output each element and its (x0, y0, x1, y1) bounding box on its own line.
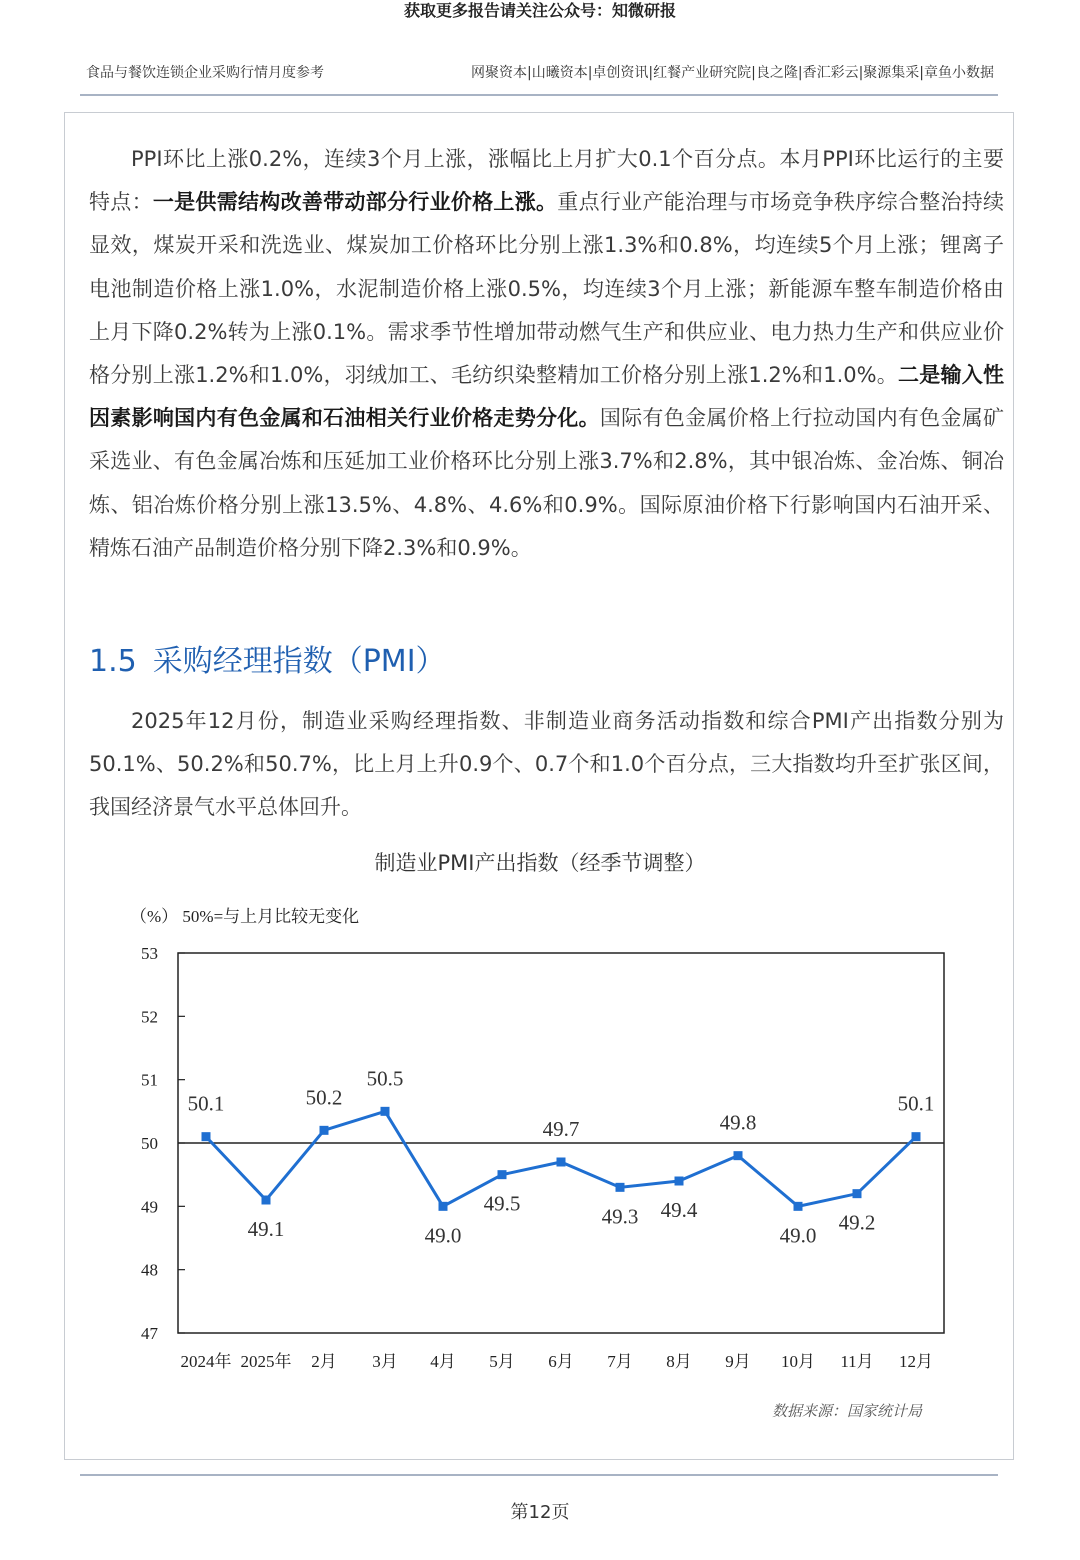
data-labels (188, 1066, 935, 1247)
ppi-intro: PPI环比上涨0.2%，连续3个月上涨，涨幅比上月扩大0.1个百分点。本月PPI环比运行的主要特点： (89, 147, 1004, 215)
y-tick-label: 47 (141, 1324, 158, 1343)
y-tick-label: 50 (141, 1134, 158, 1153)
x-tick-label: 2024年 (180, 1352, 232, 1371)
data-point (794, 1202, 803, 1211)
x-tick-label: 8月 (666, 1352, 692, 1371)
ppi-point2-heading: 二是输入性因素影响国内有色金属和石油相关行业价格走势分化。 (89, 363, 1005, 431)
ppi-point2-text: 国际有色金属价格上行拉动国内有色金属矿采选业、有色金属冶炼和压延加工业价格环比分别上涨3.7%和2.8%，其中银冶炼、金冶炼、铜冶炼、铝冶炼价格分别上涨13.5%、4.8%、4.6%和0.9%。国际原油价格下行影响国内石油开采、精炼石油产品制造价格分别下降2.3%和0.9%。 (89, 406, 1005, 560)
x-tick-label: 12月 (899, 1352, 933, 1371)
data-source: 数据来源：国家统计局 (772, 1402, 923, 1420)
data-label: 50.1 (897, 1091, 935, 1116)
data-point (202, 1132, 211, 1141)
x-tick-label: 9月 (725, 1352, 751, 1371)
data-point (912, 1132, 921, 1141)
x-tick-label: 10月 (781, 1352, 815, 1371)
data-label: 49.7 (542, 1117, 580, 1141)
data-point (675, 1177, 684, 1186)
x-tick-label: 11月 (840, 1352, 874, 1371)
data-label: 49.0 (424, 1223, 462, 1248)
data-point (616, 1183, 625, 1192)
x-axis (181, 1351, 934, 1371)
data-point (498, 1170, 507, 1179)
data-point (381, 1107, 390, 1116)
data-label: 49.2 (838, 1210, 876, 1235)
section-title: 采购经理指数（PMI） (152, 644, 446, 679)
x-tick-label: 7月 (607, 1352, 633, 1371)
data-label: 49.0 (779, 1223, 817, 1248)
data-label: 49.4 (660, 1198, 698, 1222)
section-number: 1.5 (89, 644, 137, 679)
data-point (439, 1202, 448, 1211)
ppi-point1-heading: 一是供需结构改善带动部分行业价格上涨。 (152, 190, 558, 215)
top-banner: 获取更多报告请关注公众号：知微研报 (403, 1, 676, 20)
chart-title: 制造业PMI产出指数（经季节调整） (374, 851, 706, 875)
data-point (557, 1158, 566, 1167)
y-tick-label: 51 (141, 1070, 158, 1090)
page-number: 第12页 (510, 1502, 570, 1523)
data-point (853, 1189, 862, 1198)
data-label: 49.1 (247, 1217, 285, 1241)
chart-unit-note: （%） 50%=与上月比较无变化 (130, 907, 360, 926)
header-report-title: 食品与餐饮连锁企业采购行情月度参考 (86, 65, 324, 81)
data-label: 49.8 (719, 1110, 757, 1135)
data-label: 49.5 (483, 1191, 521, 1216)
pmi-paragraph: 2025年12月份，制造业采购经理指数、非制造业商务活动指数和综合PMI产出指数分别为50.1%、50.2%和50.7%，比上月上升0.9个、0.7个和1.0个百分点，三大指数均升至扩张区间，我国经济景气水平总体回升。 (89, 709, 1004, 820)
data-label: 49.3 (601, 1204, 639, 1229)
x-tick-label: 6月 (548, 1352, 574, 1371)
ppi-point1-text: 重点行业产能治理与市场竞争秩序综合整治持续显效，煤炭开采和洗选业、煤炭加工价格环比分别上涨1.3%和0.8%，均连续5个月上涨；锂离子电池制造价格上涨1.0%，水泥制造价格上涨0.5%，均连续3个月上涨；新能源车整车制造价格由上月下降0.2%转为上涨0.1%。需求季节性增加带动燃气生产和供应业、电力热力生产和供应业价格分别上涨1.2%和1.0%，羽绒加工、毛纺织染整精加工价格分别上涨1.2%和1.0%。 (89, 190, 1005, 388)
data-point (262, 1196, 271, 1205)
x-tick-label: 2025年 (240, 1352, 292, 1371)
data-label: 50.1 (187, 1091, 225, 1116)
y-tick-label: 49 (141, 1197, 158, 1217)
x-tick-label: 2月 (311, 1352, 337, 1371)
data-point (734, 1151, 743, 1160)
y-tick-label: 52 (141, 1007, 158, 1027)
y-tick-label: 48 (141, 1260, 158, 1280)
x-tick-label: 4月 (430, 1352, 456, 1371)
y-tick-label: 53 (141, 944, 158, 963)
x-tick-label: 3月 (372, 1352, 398, 1371)
footer-divider (80, 1474, 998, 1476)
header-partners: 网聚资本|山曦资本|卓创资讯|红餐产业研究院|良之隆|香汇彩云|聚源集采|章鱼小数据 (470, 65, 994, 81)
data-point (320, 1126, 329, 1135)
data-label: 50.5 (366, 1066, 404, 1091)
x-tick-label: 5月 (489, 1352, 515, 1371)
data-label: 50.2 (305, 1085, 343, 1110)
